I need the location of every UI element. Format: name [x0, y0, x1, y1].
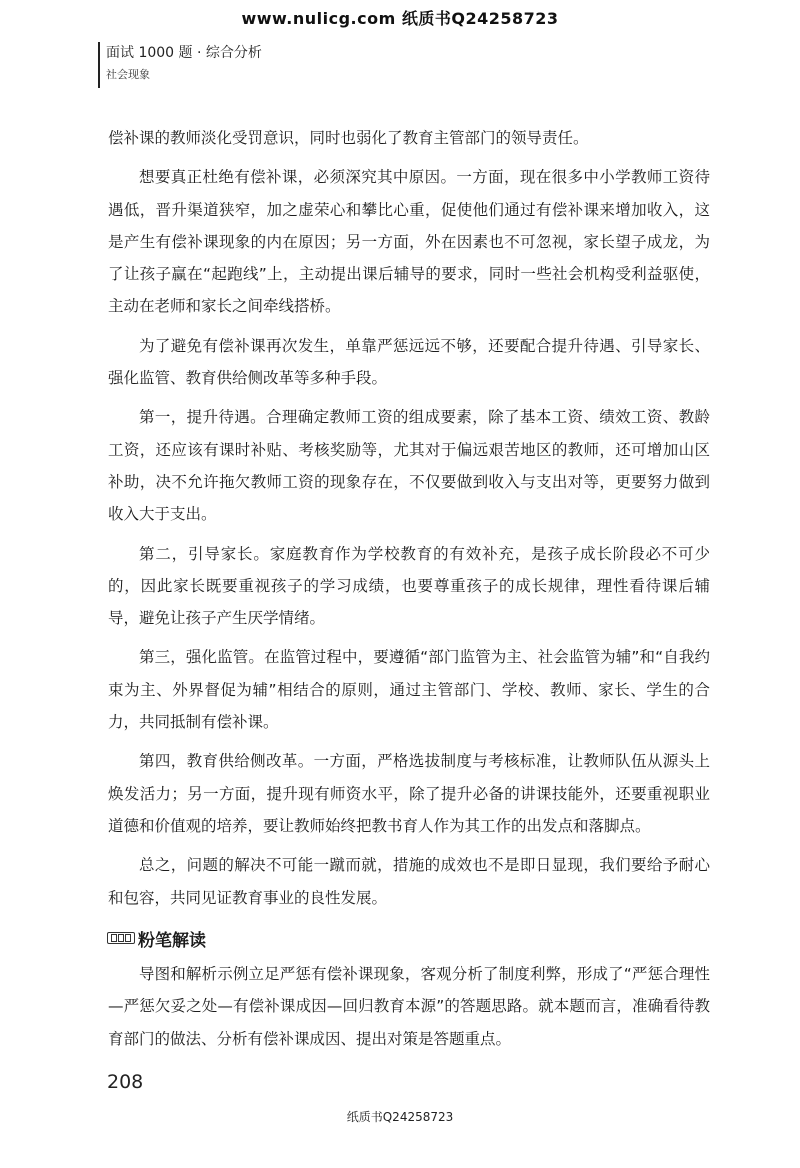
- paragraph-measure-3: 第三，强化监管。在监管过程中，要遵循“部门监管为主、社会监管为辅”和“自我约束为主、外界督促为辅”相结合的原则，通过主管部门、学校、教师、家长、学生的合力，共同抵制有偿补课。: [108, 648, 710, 732]
- header-title: 面试 1000 题 · 综合分析: [106, 45, 262, 61]
- page-number: 208: [107, 1071, 144, 1093]
- body-text: [108, 122, 710, 914]
- footer-watermark: 纸质书Q24258723: [346, 1110, 454, 1124]
- paragraph-conclusion: 总之，问题的解决不可能一蹴而就，措施的成效也不是即日显现，我们要给予耐心和包容，共同见证教育事业的良性发展。: [108, 856, 710, 907]
- section-title: 粉笔解读: [138, 930, 206, 951]
- paragraph-measure-1: 第一，提升待遇。合理确定教师工资的组成要素，除了基本工资、绩效工资、教龄工资，还应该有课时补贴、考核奖励等，尤其对于偏远艰苦地区的教师，还可增加山区补助，决不允许拖欠教师工资的现象存在，不仅要做到收入与支出对等，更要努力做到收入大于支出。: [108, 408, 710, 524]
- section-heading: [107, 926, 206, 950]
- paragraph-measure-4: 第四，教育供给侧改革。一方面，严格选拔制度与考核标准，让教师队伍从源头上焕发活力；另一方面，提升现有师资水平，除了提升必备的讲课技能外，还要重视职业道德和价值观的培养，要让教师始终把教书育人作为其工作的出发点和落脚点。: [108, 752, 710, 835]
- analysis-text: [108, 958, 710, 1055]
- chalk-box-icon: [107, 932, 135, 944]
- top-banner: www.nulicg.com 纸质书Q24258723: [241, 9, 559, 28]
- paragraph-measure-2: 第二，引导家长。家庭教育作为学校教育的有效补充，是孩子成长阶段必不可少的，因此家长既要重视孩子的学习成绩，也要尊重孩子的成长规律，理性看待课后辅导，避免让孩子产生厌学情绪。: [108, 544, 710, 628]
- paragraph-causes: 想要真正杜绝有偿补课，必须深究其中原因。一方面，现在很多中小学教师工资待遇低，晋升渠道狭窄，加之虚荣心和攀比心重，促使他们通过有偿补课来增加收入，这是产生有偿补课现象的内在原因；另一方面，外在因素也不可忽视，家长望子成龙，为了让孩子赢在“起跑线”上，主动提出课后辅导的要求，同时一些社会机构受利益驱使，主动在老师和家长之间牵线搭桥。: [108, 168, 710, 316]
- paragraph-measures-intro: 为了避免有偿补课再次发生，单靠严惩远远不够，还要配合提升待遇、引导家长、强化监管、教育供给侧改革等多种手段。: [108, 336, 710, 388]
- header-rule: [98, 42, 100, 88]
- paragraph-continuation: 偿补课的教师淡化受罚意识，同时也弱化了教育主管部门的领导责任。: [108, 129, 589, 147]
- paragraph-analysis: 导图和解析示例立足严惩有偿补课现象，客观分析了制度利弊，形成了“严惩合理性—严惩欠妥之处—有偿补课成因—回归教育本源”的答题思路。就本题而言，准确看待教育部门的做法、分析有偿补课成因、提出对策是答题重点。: [108, 965, 710, 1048]
- header-subtitle: 社会现象: [106, 68, 150, 81]
